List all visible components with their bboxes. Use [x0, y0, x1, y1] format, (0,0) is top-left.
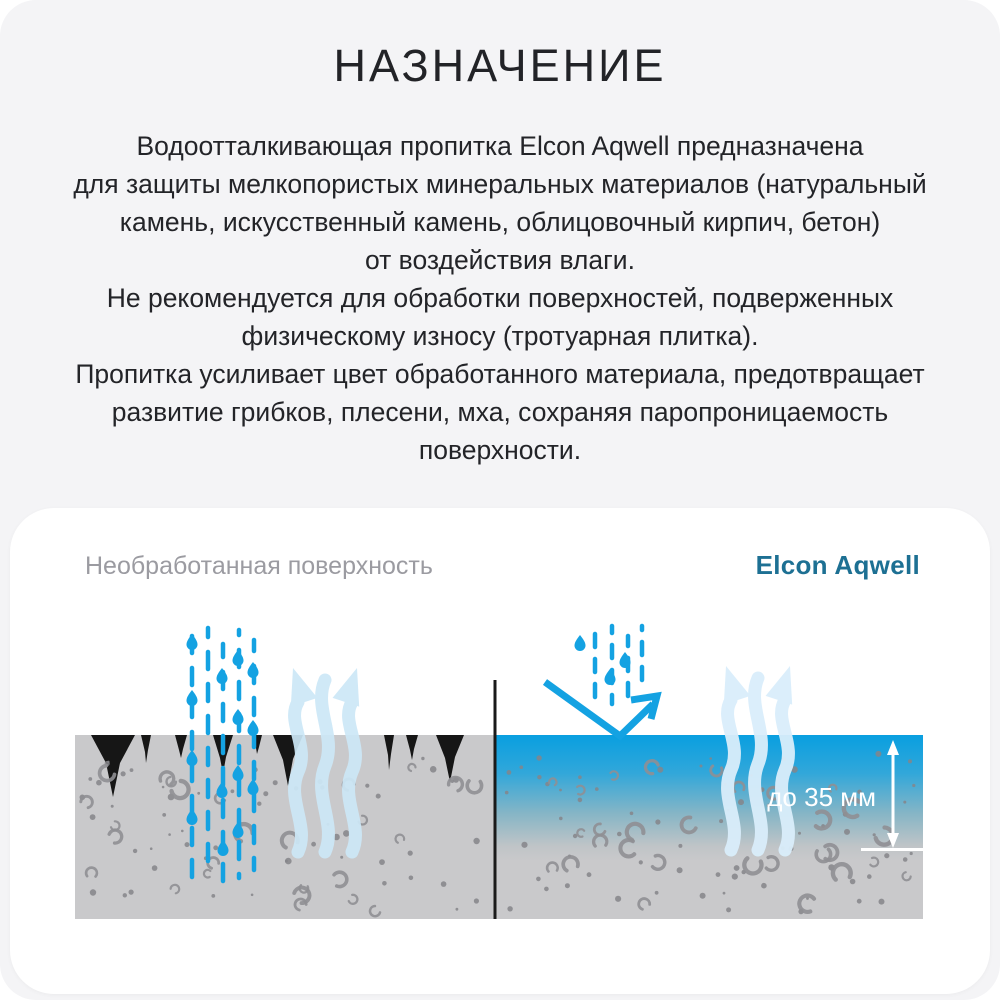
description-line: Водоотталкивающая пропитка Elcon Aqwell предназначена: [136, 131, 864, 161]
description-line: камень, искусственный камень, облицовочный кирпич, бетон): [119, 207, 881, 237]
rain-repelled-icon: [545, 626, 657, 736]
description-text: [40, 127, 960, 469]
brand-label: Elcon Aqwell: [755, 550, 920, 580]
description-line: поверхности.: [418, 435, 582, 465]
description-line: развитие грибков, плесени, мха, сохраняя паропроницаемость: [111, 397, 889, 427]
illustration-card: [10, 508, 990, 994]
page-title: НАЗНАЧЕНИЕ: [333, 40, 667, 91]
description-line: Не рекомендуется для обработки поверхностей, подверженных: [106, 283, 894, 313]
description-line: для защиты мелкопористых минеральных материалов (натуральный: [73, 169, 927, 199]
description-line: от воздействия влаги.: [365, 245, 635, 275]
untreated-surface-label: Необработанная поверхность: [85, 552, 433, 580]
card-labels: [85, 550, 920, 581]
description-line: Пропитка усиливает цвет обработанного материала, предотвращает: [75, 359, 925, 389]
surface-comparison-diagram: [10, 600, 990, 940]
depth-label: до 35 мм: [767, 782, 876, 812]
description-line: физическому износу (тротуарная плитка).: [241, 321, 759, 351]
